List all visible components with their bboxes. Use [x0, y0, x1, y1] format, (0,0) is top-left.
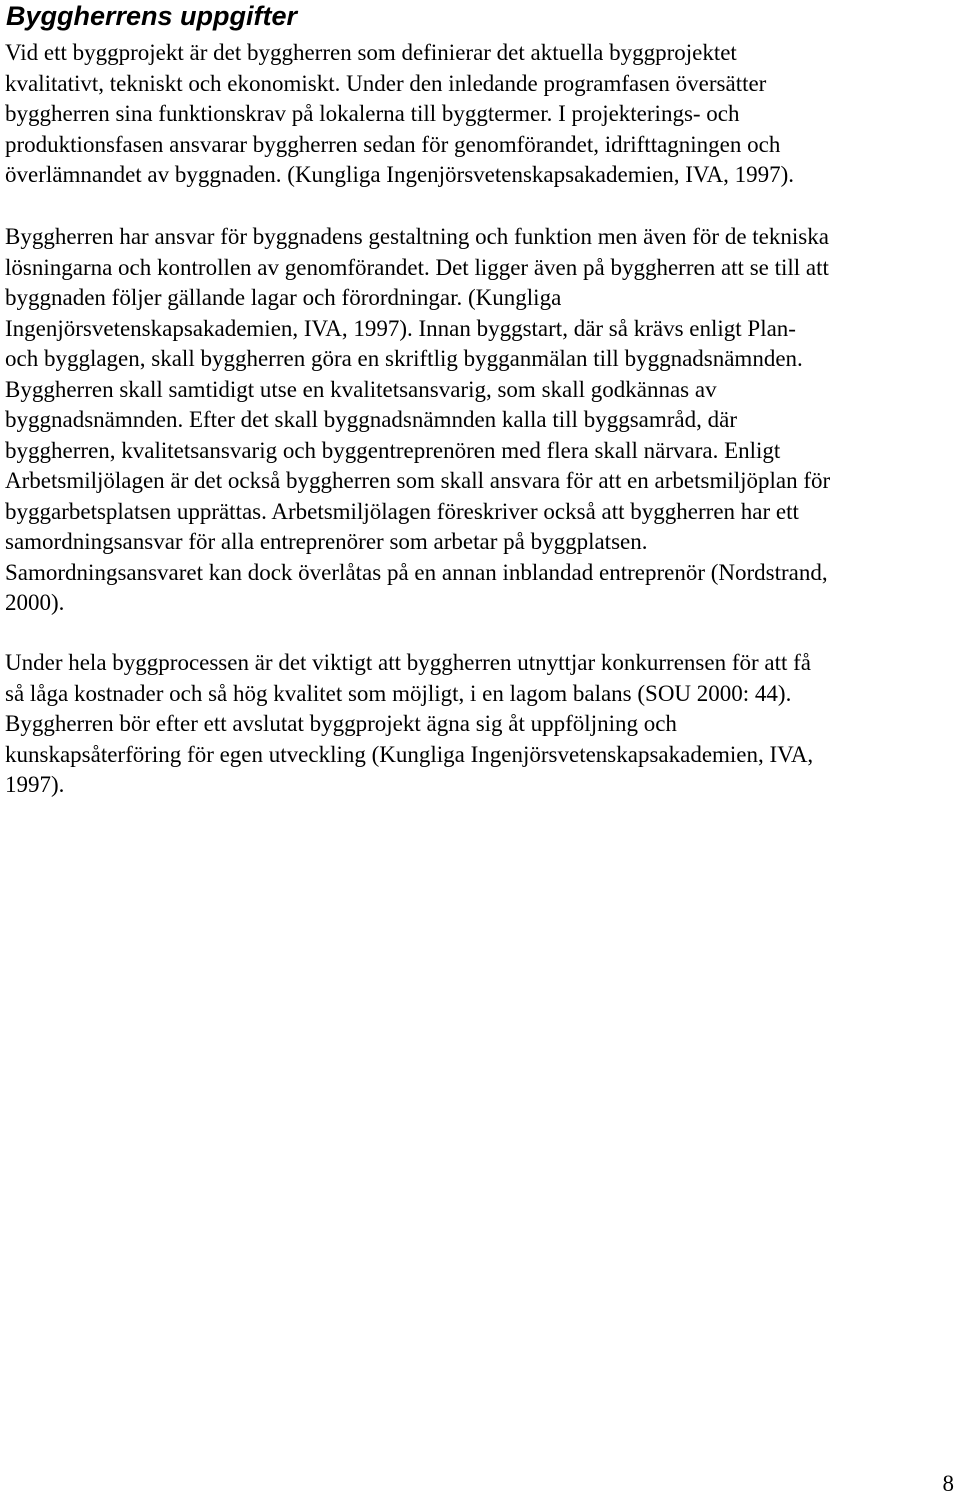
paragraph-line: 1997). [5, 772, 65, 797]
paragraph-line: byggnadsnämnden. Efter det skall byggnadsnämnden kalla till byggsamråd, där [5, 407, 737, 432]
paragraph-line: lösningarna och kontrollen av genomförandet. Det ligger även på byggherren att se till att [5, 254, 829, 280]
paragraph-line: Byggherren har ansvar för byggnadens gestaltning och funktion men även för de tekniska [5, 224, 829, 249]
paragraph-1 [5, 38, 955, 191]
paragraph-line: Arbetsmiljölagen är det också byggherren som skall ansvara för att en arbetsmiljöplan för [5, 468, 831, 493]
paragraph-line: produktionsfasen ansvarar byggherren sedan för genomförandet, idrifttagningen och [5, 131, 781, 157]
paragraph-2 [5, 222, 955, 619]
paragraph-line: och bygglagen, skall byggherren göra en skriftlig bygganmälan till byggnadsnämnden. [5, 346, 803, 371]
paragraph-line: Samordningsansvaret kan dock överlåtas på en annan inblandad entreprenör (Nordstrand, [5, 559, 828, 585]
paragraph-line: byggnaden följer gällande lagar och förordningar. (Kungliga [5, 285, 562, 310]
paragraph-line: samordningsansvar för alla entreprenörer som arbetar på byggplatsen. [5, 529, 648, 554]
paragraph-line: Byggherren skall samtidigt utse en kvalitetsansvarig, som skall godkännas av [5, 376, 717, 402]
paragraph-line: Byggherren bör efter ett avslutat byggprojekt ägna sig åt uppföljning och [5, 711, 677, 736]
section-heading: Byggherrens uppgifter [6, 1, 298, 31]
paragraph-line: Ingenjörsvetenskapsakademien, IVA, 1997). Innan byggstart, där så krävs enligt Plan- [5, 315, 796, 341]
paragraph-line: byggherren, kvalitetsansvarig och byggentreprenören med flera skall närvara. Enligt [5, 437, 781, 463]
paragraph-line: byggherren sina funktionskrav på lokalerna till byggtermer. I projekterings- och [5, 101, 740, 126]
paragraph-line: kunskapsåterföring för egen utveckling (Kungliga Ingenjörsvetenskapsakademien, IVA, [5, 741, 814, 767]
page-number: 8 [942, 1471, 954, 1496]
paragraph-3 [5, 648, 955, 801]
paragraph-line: så låga kostnader och så hög kvalitet som möjligt, i en lagom balans (SOU 2000: 44). [5, 680, 792, 706]
paragraph-line: Under hela byggprocessen är det viktigt att byggherren utnyttjar konkurrensen för att få [5, 650, 812, 675]
paragraph-line: 2000). [5, 590, 65, 615]
paragraph-line: kvalitativt, tekniskt och ekonomiskt. Under den inledande programfasen översätter [5, 70, 767, 96]
paragraph-line: överlämnandet av byggnaden. (Kungliga Ingenjörsvetenskapsakademien, IVA, 1997). [5, 162, 795, 187]
paragraph-line: byggarbetsplatsen upprättas. Arbetsmiljölagen föreskriver också att byggherren har ett [5, 498, 799, 524]
paragraph-line: Vid ett byggprojekt är det byggherren som definierar det aktuella byggprojektet [5, 40, 737, 65]
